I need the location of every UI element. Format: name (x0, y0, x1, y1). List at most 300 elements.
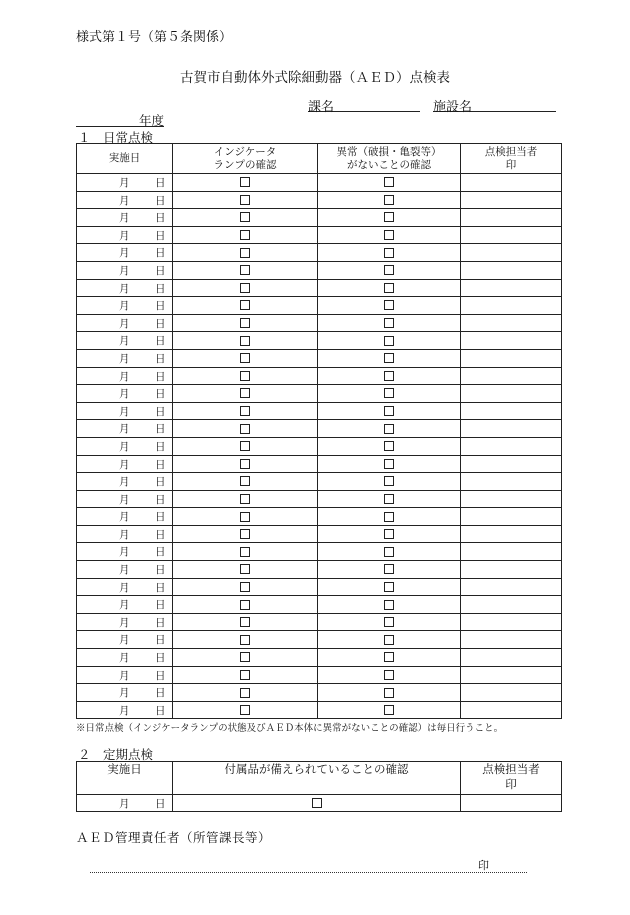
inspector-seal-cell[interactable] (461, 437, 562, 455)
periodic-inspection-heading: ２ 定期点検 (78, 747, 154, 762)
indicator-checkbox[interactable] (240, 406, 250, 416)
year-label: 年度 (138, 113, 164, 128)
month-label: 月 (119, 247, 130, 260)
facility-name-field[interactable] (433, 96, 556, 115)
inspector-seal-cell[interactable] (461, 297, 562, 315)
date-cell[interactable] (77, 332, 173, 350)
damage-check-cell (318, 543, 461, 561)
day-label: 日 (155, 264, 166, 277)
inspector-seal-cell[interactable] (461, 261, 562, 279)
indicator-check-cell (173, 666, 318, 684)
col-inspector-header: 点検担当者 印 (461, 144, 562, 174)
month-label: 月 (119, 546, 130, 559)
month-label: 月 (119, 476, 130, 489)
damage-check-cell (318, 332, 461, 350)
inspector-seal-cell[interactable] (461, 209, 562, 227)
damage-checkbox[interactable] (384, 195, 394, 205)
inspector-seal-cell[interactable] (461, 613, 562, 631)
day-label: 日 (155, 177, 166, 189)
damage-checkbox[interactable] (384, 406, 394, 416)
day-label: 日 (155, 247, 166, 260)
date-cell[interactable] (77, 244, 173, 262)
indicator-check-cell (173, 490, 318, 508)
table-row (77, 596, 562, 614)
day-label: 日 (155, 440, 166, 453)
date-cell[interactable] (77, 490, 173, 508)
damage-checkbox[interactable] (384, 459, 394, 469)
col-indicator-header: インジケータ ランプの確認 (173, 144, 318, 174)
day-label: 日 (155, 704, 166, 717)
table-row (77, 473, 562, 491)
inspector-seal-cell[interactable] (461, 367, 562, 385)
damage-check-cell (318, 420, 461, 438)
table-row (77, 174, 562, 192)
indicator-check-cell (173, 543, 318, 561)
damage-check-cell (318, 297, 461, 315)
damage-checkbox[interactable] (384, 424, 394, 434)
indicator-checkbox[interactable] (240, 670, 250, 680)
indicator-check-cell (173, 649, 318, 667)
month-label: 月 (119, 194, 130, 207)
month-label: 月 (119, 511, 130, 524)
inspector-seal-cell[interactable] (461, 631, 562, 649)
table-row (77, 684, 562, 702)
day-label: 日 (155, 300, 166, 313)
indicator-check-cell (173, 613, 318, 631)
table-row (77, 244, 562, 262)
day-label: 日 (155, 493, 166, 506)
day-label: 日 (155, 458, 166, 471)
date-cell[interactable] (77, 297, 173, 315)
date-cell[interactable] (77, 402, 173, 420)
inspector-seal-cell[interactable] (461, 226, 562, 244)
col-date-header: 実施日 (77, 144, 173, 174)
signature-line[interactable] (90, 871, 527, 873)
damage-check-cell (318, 261, 461, 279)
damage-check-cell (318, 349, 461, 367)
damage-check-cell (318, 596, 461, 614)
date-cell[interactable] (77, 508, 173, 526)
table-row (77, 525, 562, 543)
table-row (77, 332, 562, 350)
inspector-seal-cell[interactable] (461, 596, 562, 614)
indicator-checkbox[interactable] (240, 476, 250, 486)
table-row (77, 385, 562, 403)
day-label: 日 (155, 546, 166, 559)
date-cell[interactable] (77, 385, 173, 403)
month-label: 月 (119, 423, 130, 436)
date-cell[interactable] (77, 613, 173, 631)
damage-check-cell (318, 402, 461, 420)
table-row (77, 297, 562, 315)
day-label: 日 (155, 798, 166, 810)
date-cell[interactable] (77, 649, 173, 667)
damage-check-cell (318, 508, 461, 526)
damage-check-cell (318, 613, 461, 631)
month-label: 月 (119, 493, 130, 506)
month-label: 月 (119, 440, 130, 453)
damage-check-cell (318, 473, 461, 491)
damage-checkbox[interactable] (384, 617, 394, 627)
damage-checkbox[interactable] (384, 265, 394, 275)
month-label: 月 (119, 528, 130, 541)
indicator-check-cell (173, 561, 318, 579)
inspector-seal-cell[interactable] (461, 244, 562, 262)
date-cell[interactable] (77, 684, 173, 702)
inspector-seal-cell[interactable] (461, 420, 562, 438)
indicator-checkbox[interactable] (240, 388, 250, 398)
indicator-check-cell (173, 631, 318, 649)
date-cell[interactable] (77, 525, 173, 543)
month-label: 月 (119, 669, 130, 682)
month-label: 月 (119, 335, 130, 348)
indicator-checkbox[interactable] (240, 441, 250, 451)
inspector-seal-cell[interactable] (461, 174, 562, 192)
table-row (77, 349, 562, 367)
inspector-seal-cell[interactable] (461, 701, 562, 719)
date-cell[interactable] (77, 701, 173, 719)
indicator-check-cell (173, 297, 318, 315)
damage-checkbox[interactable] (384, 318, 394, 328)
indicator-checkbox[interactable] (240, 336, 250, 346)
indicator-check-cell (173, 279, 318, 297)
table-row (77, 279, 562, 297)
day-label: 日 (155, 405, 166, 418)
damage-check-cell (318, 191, 461, 209)
month-label: 月 (119, 229, 130, 242)
day-label: 日 (155, 212, 166, 225)
damage-checkbox[interactable] (384, 705, 394, 715)
inspector-seal-cell[interactable] (461, 543, 562, 561)
daily-header-row (77, 144, 562, 174)
date-cell[interactable] (77, 596, 173, 614)
inspector-seal-cell[interactable] (461, 314, 562, 332)
month-label: 月 (119, 616, 130, 629)
periodic-header-row (77, 762, 562, 795)
damage-checkbox[interactable] (384, 547, 394, 557)
date-cell[interactable] (77, 561, 173, 579)
indicator-checkbox[interactable] (240, 318, 250, 328)
indicator-checkbox[interactable] (240, 529, 250, 539)
damage-checkbox[interactable] (384, 388, 394, 398)
month-label: 月 (119, 212, 130, 225)
indicator-check-cell (173, 332, 318, 350)
damage-check-cell (318, 649, 461, 667)
col-inspector-header: 点検担当者 印 (461, 762, 562, 795)
damage-checkbox[interactable] (384, 336, 394, 346)
day-label: 日 (155, 652, 166, 665)
indicator-checkbox[interactable] (240, 547, 250, 557)
indicator-checkbox[interactable] (240, 265, 250, 275)
damage-check-cell (318, 385, 461, 403)
date-cell[interactable] (77, 666, 173, 684)
day-label: 日 (155, 229, 166, 242)
day-label: 日 (155, 669, 166, 682)
table-row (77, 578, 562, 596)
date-cell[interactable] (77, 795, 173, 812)
date-cell[interactable] (77, 543, 173, 561)
indicator-checkbox[interactable] (240, 582, 250, 592)
month-label: 月 (119, 599, 130, 612)
month-label: 月 (119, 564, 130, 577)
table-row (77, 261, 562, 279)
month-label: 月 (119, 282, 130, 295)
indicator-check-cell (173, 367, 318, 385)
indicator-checkbox[interactable] (240, 371, 250, 381)
damage-check-cell (318, 666, 461, 684)
indicator-checkbox[interactable] (240, 353, 250, 363)
inspector-seal-cell[interactable] (461, 525, 562, 543)
indicator-checkbox[interactable] (240, 283, 250, 293)
month-label: 月 (119, 388, 130, 401)
day-label: 日 (155, 599, 166, 612)
day-label: 日 (155, 194, 166, 207)
day-label: 日 (155, 476, 166, 489)
damage-checkbox[interactable] (384, 494, 394, 504)
inspector-seal-cell[interactable] (461, 490, 562, 508)
month-label: 月 (119, 405, 130, 418)
damage-check-cell (318, 631, 461, 649)
date-cell[interactable] (77, 455, 173, 473)
damage-checkbox[interactable] (384, 600, 394, 610)
table-row (77, 191, 562, 209)
damage-checkbox[interactable] (384, 248, 394, 258)
table-row (77, 508, 562, 526)
inspector-seal-cell[interactable] (461, 508, 562, 526)
date-cell[interactable] (77, 314, 173, 332)
fiscal-year-field[interactable] (76, 111, 164, 127)
inspector-seal-cell[interactable] (461, 349, 562, 367)
day-label: 日 (155, 317, 166, 330)
indicator-checkbox[interactable] (240, 424, 250, 434)
damage-checkbox[interactable] (384, 512, 394, 522)
inspector-seal-cell[interactable] (461, 402, 562, 420)
indicator-checkbox[interactable] (240, 300, 250, 310)
daily-inspection-table (76, 143, 562, 719)
month-label: 月 (119, 458, 130, 471)
inspector-seal-cell[interactable] (461, 666, 562, 684)
seal-label: 印 (478, 859, 489, 872)
damage-checkbox[interactable] (384, 476, 394, 486)
month-label: 月 (119, 634, 130, 647)
indicator-checkbox[interactable] (240, 212, 250, 222)
date-cell[interactable] (77, 367, 173, 385)
damage-check-cell (318, 684, 461, 702)
day-label: 日 (155, 282, 166, 295)
col-accessories-header: 付属品が備えられていることの確認 (173, 762, 461, 795)
damage-checkbox[interactable] (384, 177, 394, 187)
date-cell[interactable] (77, 279, 173, 297)
indicator-checkbox[interactable] (240, 177, 250, 187)
indicator-check-cell (173, 701, 318, 719)
inspector-seal-cell[interactable] (461, 649, 562, 667)
day-label: 日 (155, 335, 166, 348)
month-label: 月 (119, 177, 130, 189)
inspector-seal-cell[interactable] (461, 332, 562, 350)
periodic-inspection-table (76, 761, 562, 812)
damage-checkbox[interactable] (384, 300, 394, 310)
aed-manager-label: ＡＥＤ管理責任者（所管課長等） (76, 830, 272, 845)
month-label: 月 (119, 652, 130, 665)
table-row (77, 420, 562, 438)
date-cell[interactable] (77, 578, 173, 596)
date-cell[interactable] (77, 209, 173, 227)
table-row (77, 795, 562, 812)
indicator-check-cell (173, 402, 318, 420)
month-label: 月 (119, 798, 130, 810)
indicator-checkbox[interactable] (240, 617, 250, 627)
inspector-seal-cell[interactable] (461, 279, 562, 297)
indicator-check-cell (173, 437, 318, 455)
inspector-seal-cell[interactable] (461, 795, 562, 812)
month-label: 月 (119, 687, 130, 700)
indicator-check-cell (173, 314, 318, 332)
damage-checkbox[interactable] (384, 529, 394, 539)
damage-checkbox[interactable] (384, 635, 394, 645)
inspector-seal-cell[interactable] (461, 578, 562, 596)
table-row (77, 649, 562, 667)
table-row (77, 209, 562, 227)
indicator-checkbox[interactable] (240, 494, 250, 504)
month-label: 月 (119, 264, 130, 277)
indicator-checkbox[interactable] (240, 652, 250, 662)
indicator-checkbox[interactable] (240, 600, 250, 610)
day-label: 日 (155, 423, 166, 436)
damage-check-cell (318, 209, 461, 227)
month-label: 月 (119, 300, 130, 313)
accessories-checkbox[interactable] (312, 798, 322, 808)
day-label: 日 (155, 687, 166, 700)
inspector-seal-cell[interactable] (461, 684, 562, 702)
indicator-checkbox[interactable] (240, 635, 250, 645)
inspector-seal-cell[interactable] (461, 385, 562, 403)
damage-check-cell (318, 455, 461, 473)
indicator-check-cell (173, 596, 318, 614)
damage-check-cell (318, 525, 461, 543)
indicator-checkbox[interactable] (240, 564, 250, 574)
col-damage-header: 異常（破損・亀裂等） がないことの確認 (318, 144, 461, 174)
inspector-seal-cell[interactable] (461, 191, 562, 209)
damage-check-cell (318, 578, 461, 596)
indicator-check-cell (173, 455, 318, 473)
indicator-checkbox[interactable] (240, 248, 250, 258)
damage-check-cell (318, 367, 461, 385)
damage-checkbox[interactable] (384, 230, 394, 240)
indicator-check-cell (173, 209, 318, 227)
day-label: 日 (155, 511, 166, 524)
damage-check-cell (318, 561, 461, 579)
indicator-check-cell (173, 473, 318, 491)
damage-check-cell (318, 244, 461, 262)
facility-label: 施設名 (433, 100, 473, 115)
day-label: 日 (155, 528, 166, 541)
indicator-checkbox[interactable] (240, 195, 250, 205)
indicator-check-cell (173, 385, 318, 403)
table-row (77, 437, 562, 455)
indicator-check-cell (173, 261, 318, 279)
table-row (77, 631, 562, 649)
indicator-check-cell (173, 420, 318, 438)
indicator-checkbox[interactable] (240, 459, 250, 469)
table-row (77, 226, 562, 244)
date-cell[interactable] (77, 437, 173, 455)
damage-check-cell (318, 437, 461, 455)
table-row (77, 701, 562, 719)
day-label: 日 (155, 616, 166, 629)
table-row (77, 666, 562, 684)
inspector-seal-cell[interactable] (461, 455, 562, 473)
damage-checkbox[interactable] (384, 212, 394, 222)
indicator-check-cell (173, 578, 318, 596)
damage-checkbox[interactable] (384, 564, 394, 574)
date-cell[interactable] (77, 349, 173, 367)
indicator-checkbox[interactable] (240, 688, 250, 698)
indicator-checkbox[interactable] (240, 512, 250, 522)
month-label: 月 (119, 352, 130, 365)
col-date-header: 実施日 (77, 762, 173, 795)
month-label: 月 (119, 370, 130, 383)
damage-checkbox[interactable] (384, 670, 394, 680)
table-row (77, 314, 562, 332)
date-cell[interactable] (77, 226, 173, 244)
table-row (77, 490, 562, 508)
damage-checkbox[interactable] (384, 582, 394, 592)
table-row (77, 402, 562, 420)
damage-checkbox[interactable] (384, 371, 394, 381)
table-row (77, 613, 562, 631)
indicator-checkbox[interactable] (240, 230, 250, 240)
indicator-check-cell (173, 684, 318, 702)
indicator-check-cell (173, 226, 318, 244)
date-cell[interactable] (77, 420, 173, 438)
date-cell[interactable] (77, 473, 173, 491)
table-row (77, 367, 562, 385)
indicator-check-cell (173, 525, 318, 543)
damage-check-cell (318, 174, 461, 192)
day-label: 日 (155, 388, 166, 401)
form-number: 様式第１号（第５条関係） (76, 30, 233, 45)
dept-name-field[interactable] (308, 96, 420, 115)
damage-checkbox[interactable] (384, 688, 394, 698)
damage-checkbox[interactable] (384, 283, 394, 293)
damage-check-cell (318, 226, 461, 244)
month-label: 月 (119, 581, 130, 594)
date-cell[interactable] (77, 631, 173, 649)
day-label: 日 (155, 581, 166, 594)
table-row (77, 455, 562, 473)
date-cell[interactable] (77, 191, 173, 209)
damage-checkbox[interactable] (384, 353, 394, 363)
indicator-checkbox[interactable] (240, 705, 250, 715)
inspector-seal-cell[interactable] (461, 561, 562, 579)
inspector-seal-cell[interactable] (461, 473, 562, 491)
daily-inspection-heading: １ 日常点検 (78, 130, 154, 145)
damage-check-cell (318, 314, 461, 332)
table-row (77, 543, 562, 561)
damage-check-cell (318, 490, 461, 508)
daily-inspection-note: ※日常点検（インジケータランプの状態及びＡＥＤ本体に異常がないことの確認）は毎日行うこと。 (76, 723, 504, 734)
day-label: 日 (155, 634, 166, 647)
day-label: 日 (155, 564, 166, 577)
damage-check-cell (318, 279, 461, 297)
damage-checkbox[interactable] (384, 441, 394, 451)
indicator-check-cell (173, 191, 318, 209)
date-cell[interactable] (77, 174, 173, 192)
table-row (77, 561, 562, 579)
damage-checkbox[interactable] (384, 652, 394, 662)
date-cell[interactable] (77, 261, 173, 279)
daily-inspection-rows (77, 174, 562, 719)
